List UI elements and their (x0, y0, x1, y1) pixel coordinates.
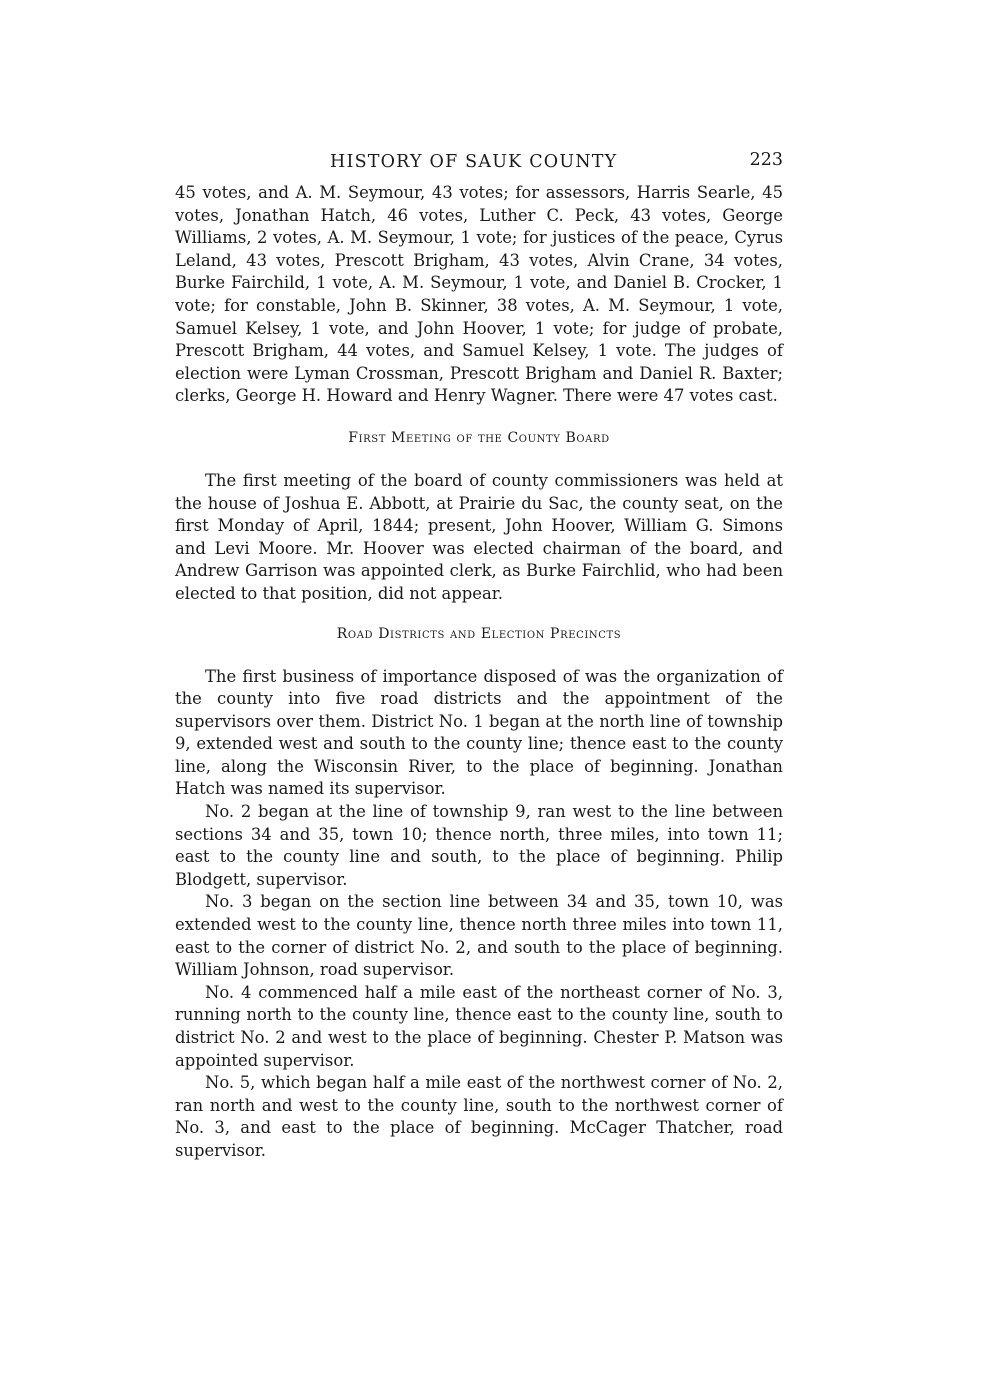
paragraph-district-2: No. 2 began at the line of township 9, ran west to the line between sections 34 and 35, town 10; thence north, three miles, into town 11; east to the county line and south, to the place of beginning. Philip Blodgett, supervisor. (175, 802, 783, 889)
page-number: 223 (749, 150, 783, 170)
paragraph-district-4: No. 4 commenced half a mile east of the northeast corner of No. 3, running north to the county line, thence east to the county line, south to district No. 2 and west to the place of beginning. Chester P. Matson was appointed supervisor. (175, 982, 783, 1070)
paragraph-election-results: 45 votes, and A. M. Seymour, 43 votes; for assessors, Harris Searle, 45 votes, Jonathan Hatch, 46 votes, Luther C. Peck, 43 votes, George Williams, 2 votes, A. M. Seymour, 1 vote; for justices of the peace, Cyrus Leland, 43 votes, Prescott Brigham, 43 votes, Alvin Crane, 34 votes, Burke Fairchild, 1 vote, A. M. Seymour, 1 vote, and Daniel B. Crocker, 1 vote; for constable, John B. Skinner, 38 votes, A. M. Seymour, 1 vote, Samuel Kelsey, 1 vote, and John Hoover, 1 vote; for judge of probate, Prescott Brigham, 44 votes, and Samuel Kelsey, 1 vote. The judges of election were Lyman Crossman, Prescott Brigham and Daniel R. Baxter; clerks, George H. Howard and Henry Wagner. There were 47 votes cast. (175, 183, 783, 406)
running-title: HISTORY OF SAUK COUNTY (330, 152, 618, 172)
section-heading-county-board: First Meeting of the County Board (348, 429, 610, 446)
book-page (175, 148, 783, 1163)
paragraph-district-1: The first business of importance disposed of was the organization of the county into five road districts and the appointment of the supervisors over them. District No. 1 began at the north line of township 9, extended west and south to the county line; thence east to the county line, along the Wisconsin River, to the place of beginning. Jonathan Hatch was named its supervisor. (175, 666, 783, 799)
running-header (175, 148, 783, 182)
section-heading-road-districts: Road Districts and Election Precincts (336, 625, 622, 642)
paragraph-district-3: No. 3 began on the section line between 34 and 35, town 10, was extended west to the county line, thence north three miles into town 11, east to the corner of district No. 2, and south to the place of beginning. William Johnson, road supervisor. (175, 892, 783, 980)
paragraph-first-meeting: The first meeting of the board of county commissioners was held at the house of Joshua E. Abbott, at Prairie du Sac, the county seat, on the first Monday of April, 1844; present, John Hoover, William G. Simons and Levi Moore. Mr. Hoover was elected chairman of the board, and Andrew Garrison was appointed clerk, as Burke Fairchlid, who had been elected to that position, did not appear. (175, 470, 783, 603)
paragraph-district-5: No. 5, which began half a mile east of the northwest corner of No. 2, ran north and west to the county line, south to the northwest corner of No. 3, and east to the place of beginning. McCager Thatcher, road supervisor. (175, 1073, 783, 1160)
